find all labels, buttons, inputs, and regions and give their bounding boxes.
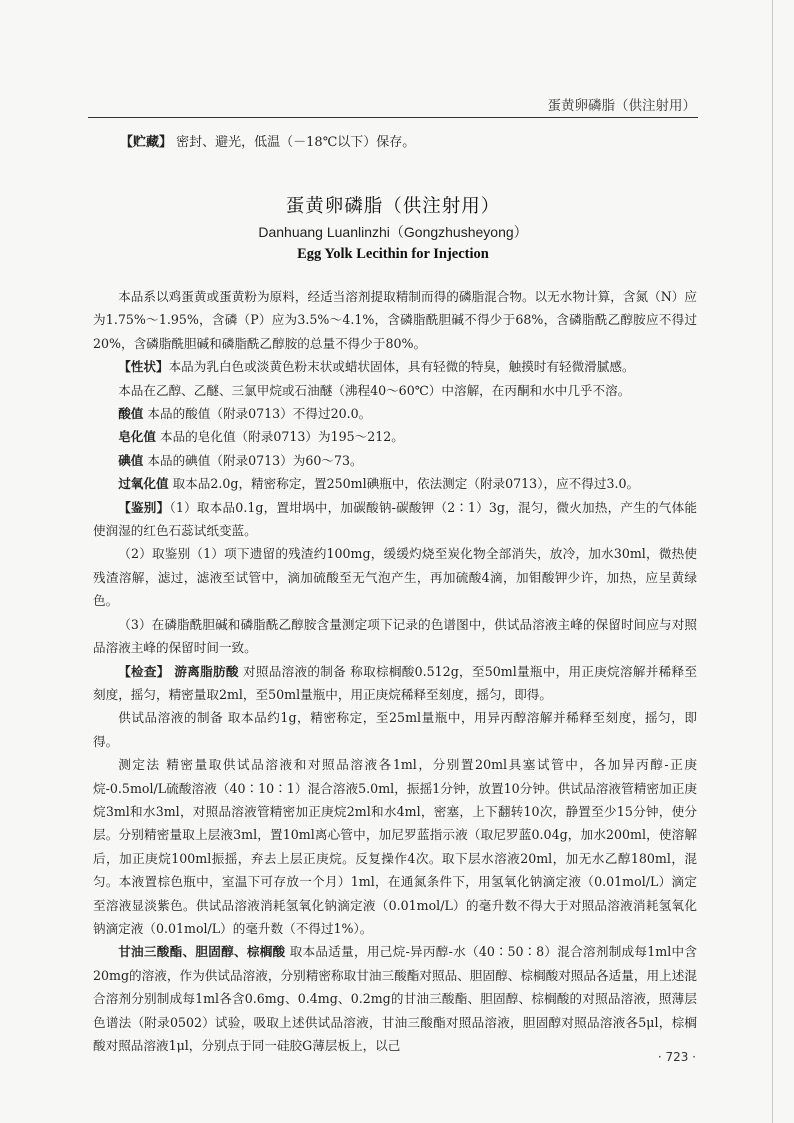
paragraph-text: 本品的皂化值（附录0713）为195～212。: [159, 429, 404, 445]
paragraph-label: 酸值: [118, 406, 144, 422]
paragraph-acid-value: [93, 402, 697, 425]
paragraph-identification-3: [93, 613, 697, 660]
monograph-title-cn: 蛋黄卵磷脂（供注射用）: [285, 196, 501, 217]
paragraph-label: 皂化值: [118, 429, 156, 445]
paragraph-identification-2: [93, 542, 697, 612]
paragraph-label: 甘油三酸酯、胆固醇、棕榈酸: [118, 944, 286, 960]
paragraph-label: 【检查】 游离脂肪酸: [118, 663, 239, 679]
paragraph-text: （2）取鉴别（1）项下遗留的残渣约100mg，缓缓灼烧至炭化物全部消失，放冷，加水30ml，微热使残渣溶解，滤过，滤液至试管中，滴加硫酸至无气泡产生，再加硫酸4滴，加钼酸钾少许，加热，应呈黄绿色。: [93, 546, 697, 609]
running-head: 蛋黄卵磷脂（供注射用）: [547, 98, 696, 114]
monograph-body: [93, 285, 697, 1057]
paragraph-procedure: [93, 753, 697, 940]
paragraph-identification-1: [93, 496, 697, 543]
paragraph-text: 取本品适量，用己烷-异丙醇-水（40∶50∶8）混合溶剂制成每1ml中含20mg的溶液，作为供试品溶液，分别精密称取甘油三酸酯对照品、胆固醇、棕榈酸对照品各适量，用上述混合溶剂分别制成每1ml各含0.6mg、0.4mg、0.2mg的甘油三酸酯、胆固醇、棕榈酸的对照品溶液，照薄层色谱法（附录0502）试验，吸取上述供试品溶液，甘油三酸酯对照品溶液，胆固醇对照品溶液各5μl，棕榈酸对照品溶液1μl，分别点于同一硅胶G薄层板上，以己: [93, 944, 697, 1053]
paragraph-test-solution: [93, 706, 697, 753]
storage-section: [120, 133, 696, 153]
paragraph-definition: [93, 285, 697, 355]
paragraph-saponification: [93, 425, 697, 448]
paragraph-solubility: [93, 379, 697, 402]
page-number: · 723 ·: [657, 1050, 696, 1064]
paragraph-label: 碘值: [118, 452, 144, 468]
paragraph-text: 本品在乙醇、乙醚、三氯甲烷或石油醚（沸程40～60℃）中溶解，在丙酮和水中几乎不溶。: [118, 382, 631, 398]
paragraph-iodine-value: [93, 449, 697, 472]
paragraph-free-fatty-acids: [93, 660, 697, 707]
paragraph-description: [93, 355, 697, 378]
paragraph-peroxide-value: [93, 472, 697, 495]
storage-text: 密封、避光，低温（－18℃以下）保存。: [176, 135, 416, 150]
paragraph-text: 取本品2.0g，精密称定，置250ml碘瓶中，依法测定（附录0713），应不得过3.0。: [172, 476, 640, 492]
paragraph-text: 供试品溶液的制备 取本品约1g，精密称定，至25ml量瓶中，用异丙醇溶解并稀释至刻度，摇匀，即得。: [93, 710, 697, 749]
paragraph-text: 本品为乳白色或淡黄色粉末状或蜡状固体，具有轻微的特臭，触摸时有轻微滑腻感。: [168, 359, 635, 375]
paragraph-label: 【鉴别】: [118, 499, 170, 515]
paragraph-text: 本品的酸值（附录0713）不得过20.0。: [147, 406, 372, 422]
header-rule: [88, 117, 698, 118]
storage-label: 【贮藏】: [120, 135, 173, 150]
paragraph-text: 本品系以鸡蛋黄或蛋黄粉为原料，经适当溶剂提取精制而得的磷脂混合物。以无水物计算，含氮（N）应为1.75%～1.95%，含磷（P）应为3.5%～4.1%，含磷脂酰胆碱不得少于68%，含磷脂酰乙醇胺应不得过20%，含磷脂酰胆碱和磷脂酰乙醇胺的总量不得少于80%。: [93, 289, 697, 351]
page-edge-line: [772, 0, 773, 1123]
paragraph-text: （3）在磷脂酰胆碱和磷脂酰乙醇胺含量测定项下记录的色谱图中，供试品溶液主峰的保留时间应与对照品溶液主峰的保留时间一致。: [93, 616, 697, 656]
paragraph-text: 对照品溶液的制备 称取棕榈酸0.512g，至50ml量瓶中，用正庚烷溶解并稀释至刻度，摇匀，精密量取2ml，至50ml量瓶中，用正庚烷稀释至刻度，摇匀，即得。: [93, 663, 697, 702]
paragraph-label: 过氧化值: [118, 476, 169, 492]
paragraph-triglycerides: [93, 940, 697, 1057]
paragraph-label: 【性状】: [118, 359, 169, 375]
paragraph-text: 测定法 精密量取供试品溶液和对照品溶液各1ml，分别置20ml具塞试管中，各加异丙醇-正庚烷-0.5mol/L硫酸溶液（40∶10∶1）混合溶液5.0ml，振摇1分钟，放置10分钟。供试品溶液管精密加正庚烷3ml和水3ml，对照品溶液管精密加正庚烷2ml和水4ml，密塞，上下翻转10次，静置至少15分钟，使分层。分别精密量取上层液3ml，置10ml离心管中，加尼罗蓝指示液（取尼罗蓝0.04g，加水200ml，使溶解后，加正庚烷100ml振摇，弃去上层正庚烷。反复操作4次。取下层水溶液20ml，加无水乙醇180ml，混匀。本液置棕色瓶中，室温下可存放一个月）1ml，在通氮条件下，用氢氧化钠滴定液（0.01mol/L）滴定至溶液显淡紫色。供试品溶液消耗氢氧化钠滴定液（0.01mol/L）的毫升数不得大于对照品溶液消耗氢氧化钠滴定液（0.01mol/L）的毫升数（不得过1%）。: [93, 757, 697, 936]
paragraph-text: 本品的碘值（附录0713）为60～73。: [147, 452, 363, 468]
monograph-title-en: Egg Yolk Lecithin for Injection: [297, 246, 489, 262]
monograph-title-pinyin: Danhuang Luanlinzhi（Gongzhusheyong）: [258, 224, 528, 240]
paragraph-text: （1）取本品0.1g，置坩埚中，加碳酸钠-碳酸钾（2∶1）3g，混匀，微火加热，产生的气体能使润湿的红色石蕊试纸变蓝。: [93, 499, 697, 539]
